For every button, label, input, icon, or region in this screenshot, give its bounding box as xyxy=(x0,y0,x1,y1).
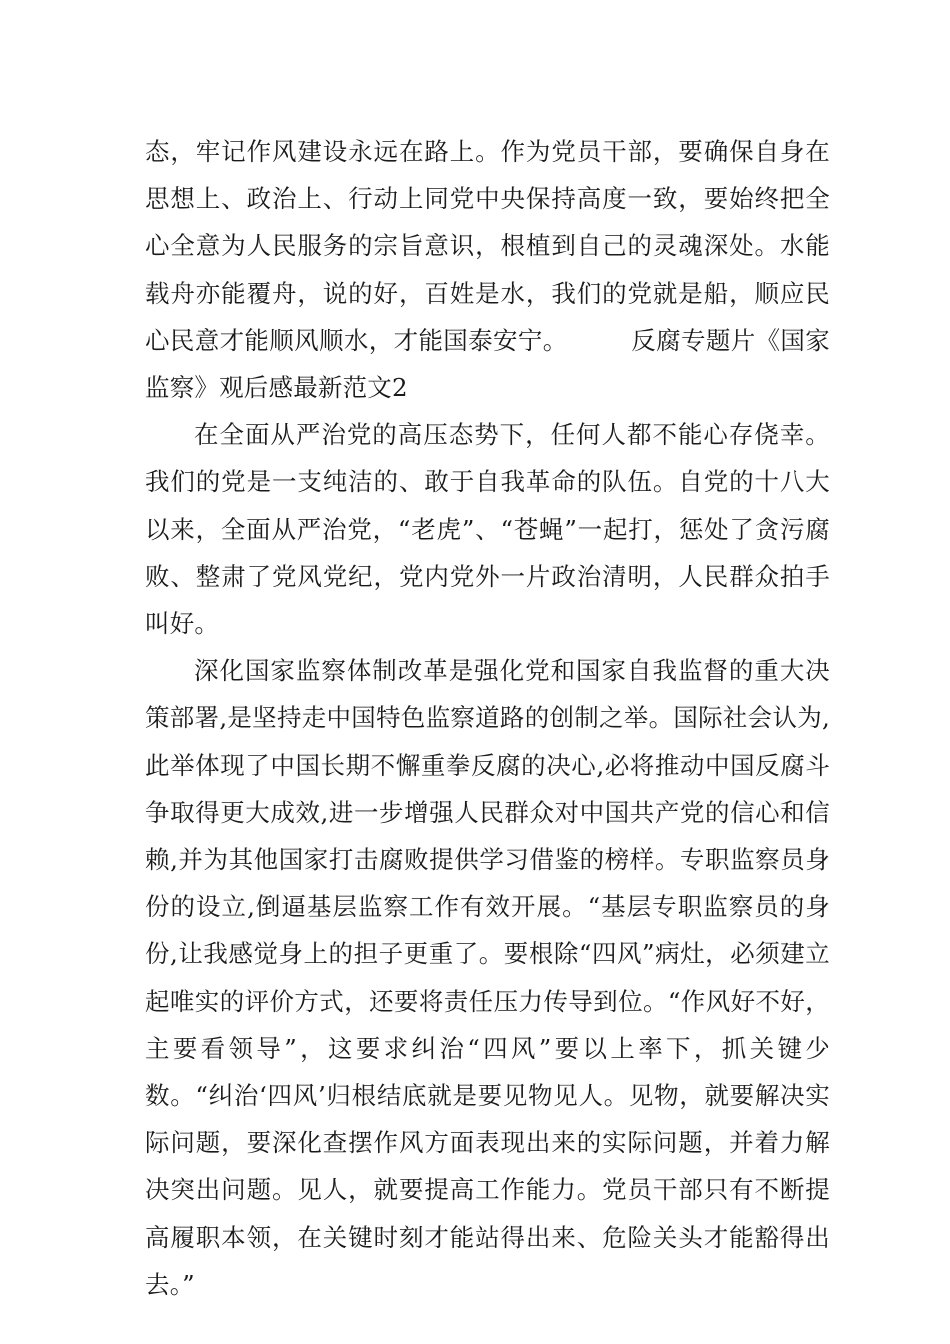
paragraph-continuation-text: 态，牢记作风建设永远在路上。作为党员干部，要确保自身在思想上、政治上、行动上同党中央保持高度一致，要始终把全心全意为人民服务的宗旨意识，根植到自己的灵魂深处。水能载舟亦能覆舟，说的好，百姓是水，我们的党就是船，顺应民心民意才能顺风顺水，才能国泰安宁。 xyxy=(145,137,830,355)
document-body xyxy=(145,128,830,1308)
section-title: 反腐专题片《国家监察》观后感最新范文2 xyxy=(145,325,830,403)
paragraph-continuation xyxy=(145,128,830,411)
paragraph-2: 在全面从严治党的高压态势下，任何人都不能心存侥幸。我们的党是一支纯洁的、敢于自我革命的队伍。自党的十八大以来，全面从严治党，“老虎”、“苍蝇”一起打，惩处了贪污腐败、整肃了党风党纪，党内党外一片政治清明，人民群众拍手叫好。 xyxy=(145,420,830,639)
paragraph-3: 深化国家监察体制改革是强化党和国家自我监督的重大决策部署,是坚持走中国特色监察道路的创制之举。国际社会认为,此举体现了中国长期不懈重拳反腐的决心,必将推动中国反腐斗争取得更大成效,进一步增强人民群众对中国共产党的信心和信赖,并为其他国家打击腐败提供学习借鉴的榜样。专职监察员身份的设立,倒逼基层监察工作有效开展。“基层专职监察员的身份,让我感觉身上的担子更重了。要根除“四风”病灶，必须建立起唯实的评价方式，还要将责任压力传导到位。“作风好不好，主要看领导”，这要求纠治“四风”要以上率下，抓关键少数。“纠治‘四风’归根结底就是要见物见人。见物，就要解决实际问题，要深化查摆作风方面表现出来的实际问题，并着力解决突出问题。见人，就要提高工作能力。党员干部只有不断提高履职本领，在关键时刻才能站得出来、危险关头才能豁得出去。” xyxy=(145,656,830,1299)
